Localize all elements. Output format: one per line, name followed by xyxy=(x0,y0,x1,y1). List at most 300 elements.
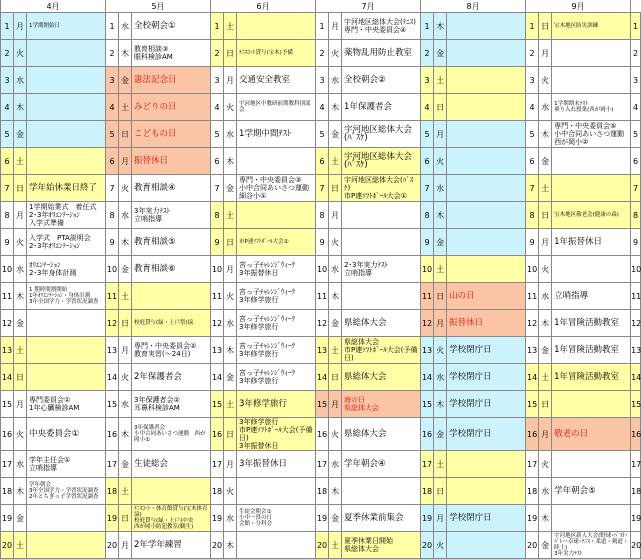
weekday: 土 xyxy=(329,148,342,175)
event-cell xyxy=(552,256,631,283)
event-cell xyxy=(27,256,106,283)
event-cell xyxy=(132,364,211,391)
weekday: 日 xyxy=(434,478,447,505)
event-cell xyxy=(552,40,631,67)
day-number: 19 xyxy=(526,505,539,532)
event-text: 県総体大会 xyxy=(344,545,380,553)
day-number: 8 xyxy=(1,202,14,229)
weekday: 金 xyxy=(434,229,447,256)
event-cell xyxy=(237,310,316,337)
day-number: 17 xyxy=(316,451,329,478)
event-text: 乗り入れ授業(西が岡小) xyxy=(554,107,614,113)
weekday: 金 xyxy=(329,121,342,148)
weekday: 金 xyxy=(14,505,27,532)
weekday: 土 xyxy=(224,391,237,418)
weekday: 日 xyxy=(14,364,27,391)
day-row xyxy=(1,364,641,391)
event-cell xyxy=(447,256,526,283)
day-number: 19 xyxy=(421,505,434,532)
event-cell xyxy=(342,256,421,283)
event-text: 専門・中央委員会② xyxy=(134,342,197,350)
event-cell xyxy=(552,505,631,532)
event-text: ﾃﾆｽｺｰﾄ・体育館貸与(宝木体育協) xyxy=(134,506,208,518)
event-cell xyxy=(342,310,421,337)
event-cell xyxy=(27,148,106,175)
weekday: 火 xyxy=(224,478,237,505)
day-number: 13 xyxy=(316,337,329,364)
event-text: 1年保護者会 xyxy=(344,102,392,112)
day-number: 16 xyxy=(316,418,329,451)
event-cell xyxy=(342,229,421,256)
day-number: 19 xyxy=(1,505,14,532)
event-cell xyxy=(552,310,631,337)
event-cell xyxy=(552,418,631,451)
event-text: 教育相談⑥ xyxy=(134,264,176,274)
event-text: 振替休日 xyxy=(449,318,484,328)
event-cell xyxy=(342,148,421,175)
event-cell xyxy=(237,256,316,283)
event-text: 小中一貫の日 xyxy=(239,515,273,521)
event-text: 1年冒険活動教室 xyxy=(554,318,619,328)
event-text: 県総体大会 xyxy=(344,372,387,382)
day-number: 15 xyxy=(316,391,329,418)
day-number: 11 xyxy=(526,283,539,310)
day-number: 20 xyxy=(106,532,119,559)
event-text: 校庭貸与(緑・上戸)中央 xyxy=(134,518,194,524)
weekday: 金 xyxy=(224,364,237,391)
weekday: 金 xyxy=(539,532,552,559)
event-text: 宝木地区防災訓練 xyxy=(554,23,599,29)
weekday: 木 xyxy=(119,418,132,451)
day-row xyxy=(1,283,641,310)
event-cell xyxy=(132,67,211,94)
event-cell xyxy=(342,391,421,418)
event-cell xyxy=(27,94,106,121)
event-text: 宇河地区総体大会(ﾊﾞｽｹ) xyxy=(344,125,413,143)
weekday: 木 xyxy=(434,13,447,40)
event-cell xyxy=(27,121,106,148)
event-cell xyxy=(132,148,211,175)
weekday: 月 xyxy=(224,256,237,283)
day-number: 2 xyxy=(316,40,329,67)
weekday: 土 xyxy=(224,202,237,229)
weekday: 日 xyxy=(119,121,132,148)
event-cell xyxy=(27,337,106,364)
weekday: 月 xyxy=(119,148,132,175)
month-header: 6月 xyxy=(211,0,316,13)
trailing-day-number: 12 xyxy=(631,310,641,337)
event-text: 宇河地区総体大会(ﾊﾞｽｹ) xyxy=(344,176,414,192)
weekday: 日 xyxy=(434,283,447,310)
day-number: 7 xyxy=(211,175,224,202)
weekday: 月 xyxy=(329,202,342,229)
day-number: 14 xyxy=(106,364,119,391)
event-text: 宇河地区中教研前期教科別部会 xyxy=(239,101,311,113)
weekday: 土 xyxy=(434,67,447,94)
event-cell xyxy=(27,532,106,559)
event-text: 市P連ｿﾌﾄﾎﾞｰﾙ大会(予備日) xyxy=(239,426,313,442)
event-cell xyxy=(132,13,211,40)
event-cell xyxy=(132,310,211,337)
day-number: 20 xyxy=(1,532,14,559)
day-number: 4 xyxy=(316,94,329,121)
weekday: 土 xyxy=(14,337,27,364)
event-text: 1年冒険活動教室 xyxy=(554,345,619,355)
weekday: 火 xyxy=(119,175,132,202)
weekday: 金 xyxy=(329,310,342,337)
day-number: 5 xyxy=(316,121,329,148)
weekday: 土 xyxy=(539,175,552,202)
event-cell xyxy=(237,364,316,391)
event-text: 中央委員会① xyxy=(29,429,80,439)
event-cell xyxy=(132,40,211,67)
weekday: 金 xyxy=(539,148,552,175)
trailing-day-number: 5 xyxy=(631,121,641,148)
event-text: 学校閉庁日 xyxy=(449,429,492,439)
event-cell xyxy=(342,418,421,451)
weekday: 水 xyxy=(539,478,552,505)
event-cell xyxy=(342,283,421,310)
event-text: 小中合同あいさつ運動 xyxy=(239,184,310,192)
day-number: 3 xyxy=(211,67,224,94)
day-row xyxy=(1,121,641,148)
day-number: 10 xyxy=(106,256,119,283)
event-text: 2年保護者会 xyxy=(134,372,182,382)
month-header: 5月 xyxy=(106,0,211,13)
weekday: 火 xyxy=(14,418,27,451)
weekday: 月 xyxy=(434,121,447,148)
day-number: 6 xyxy=(1,148,14,175)
day-number: 16 xyxy=(421,418,434,451)
day-number: 1 xyxy=(1,13,14,40)
day-number: 12 xyxy=(106,310,119,337)
weekday: 水 xyxy=(434,175,447,202)
weekday: 月 xyxy=(329,13,342,40)
event-text: 1学期期末ﾃｽﾄ xyxy=(554,101,588,107)
event-cell xyxy=(27,310,106,337)
event-cell xyxy=(27,13,106,40)
event-text: 3年実力ﾃｽﾄ xyxy=(134,207,170,215)
weekday: 土 xyxy=(119,94,132,121)
event-cell xyxy=(447,13,526,40)
day-number: 9 xyxy=(1,229,14,256)
day-number: 18 xyxy=(421,478,434,505)
event-text: 立哨指導 xyxy=(29,464,57,472)
weekday: 日 xyxy=(224,229,237,256)
event-cell xyxy=(237,121,316,148)
weekday: 木 xyxy=(329,283,342,310)
day-number: 15 xyxy=(421,391,434,418)
event-text: 3年保護者会② xyxy=(134,396,180,404)
day-number: 12 xyxy=(421,310,434,337)
event-text: 宇河地区総体大会(ﾊﾞｽｹ) xyxy=(344,152,413,170)
weekday: 火 xyxy=(539,451,552,478)
event-text: ｵﾘｴﾝﾃｰｼｮﾝ xyxy=(29,261,61,269)
event-cell xyxy=(552,13,631,40)
weekday: 月 xyxy=(224,67,237,94)
day-number: 13 xyxy=(526,337,539,364)
weekday: 金 xyxy=(224,175,237,202)
event-cell xyxy=(237,202,316,229)
weekday: 月 xyxy=(434,310,447,337)
event-cell xyxy=(132,94,211,121)
day-number: 14 xyxy=(211,364,224,391)
event-cell xyxy=(132,121,211,148)
weekday: 金 xyxy=(434,40,447,67)
event-text: 3年振替休日 xyxy=(239,459,287,469)
weekday: 火 xyxy=(434,148,447,175)
event-text: 教育実習(～24日) xyxy=(134,350,191,358)
weekday: 火 xyxy=(224,94,237,121)
calendar-body xyxy=(1,13,641,559)
event-cell xyxy=(342,175,421,202)
event-text: こどもの日 xyxy=(134,129,177,139)
day-number: 2 xyxy=(526,40,539,67)
event-cell xyxy=(27,505,106,532)
trailing-day-number: 13 xyxy=(631,337,641,364)
event-cell xyxy=(552,148,631,175)
day-number: 8 xyxy=(316,202,329,229)
day-number: 17 xyxy=(526,451,539,478)
day-number: 15 xyxy=(211,391,224,418)
day-row xyxy=(1,40,641,67)
weekday: 月 xyxy=(224,451,237,478)
day-row xyxy=(1,67,641,94)
event-cell xyxy=(342,13,421,40)
day-number: 5 xyxy=(1,121,14,148)
weekday: 土 xyxy=(434,451,447,478)
event-text: 2･3年ｵﾘｴﾝﾃｰｼｮﾝ xyxy=(29,242,80,250)
weekday: 日 xyxy=(539,391,552,418)
event-text: 宇河地区総体大会(ﾃﾆｽ) xyxy=(344,18,417,26)
event-text: 眼科検診AM xyxy=(134,53,173,61)
event-cell xyxy=(447,478,526,505)
trailing-day-number: 16 xyxy=(631,418,641,451)
event-text: 3年全国学力・学習状況調査 xyxy=(29,488,99,494)
event-text: 教育相談⑤ xyxy=(134,237,176,247)
weekday: 金 xyxy=(119,256,132,283)
event-cell xyxy=(237,40,316,67)
day-number: 3 xyxy=(526,67,539,94)
event-cell xyxy=(447,229,526,256)
day-number: 18 xyxy=(1,478,14,505)
day-number: 2 xyxy=(421,40,434,67)
weekday: 火 xyxy=(434,532,447,559)
weekday: 水 xyxy=(224,121,237,148)
trailing-day-number: 7 xyxy=(631,175,641,202)
event-text: 学年朝会④ xyxy=(344,459,386,469)
day-number: 13 xyxy=(421,337,434,364)
weekday: 日 xyxy=(119,505,132,532)
day-row xyxy=(1,94,641,121)
event-text: 1年ｵﾘｴﾝﾃｰｼｮﾝ・身体計測 xyxy=(29,293,91,299)
day-number: 5 xyxy=(526,121,539,148)
weekday: 木 xyxy=(224,532,237,559)
weekday: 金 xyxy=(119,451,132,478)
event-cell xyxy=(132,175,211,202)
event-cell xyxy=(27,418,106,451)
trailing-day-number: 10 xyxy=(631,256,641,283)
event-cell xyxy=(237,148,316,175)
day-number: 1 xyxy=(211,13,224,40)
day-number: 3 xyxy=(1,67,14,94)
weekday: 月 xyxy=(119,532,132,559)
day-number: 19 xyxy=(211,505,224,532)
event-text: 海の日 xyxy=(344,396,366,404)
day-row xyxy=(1,532,641,559)
day-number: 20 xyxy=(421,532,434,559)
day-number: 10 xyxy=(421,256,434,283)
day-number: 4 xyxy=(421,94,434,121)
trailing-day-number: 14 xyxy=(631,364,641,391)
event-text: 県総体大会 xyxy=(344,318,387,328)
day-row xyxy=(1,148,641,175)
trailing-day-number: 1 xyxy=(631,13,641,40)
event-cell xyxy=(132,337,211,364)
day-number: 1 xyxy=(106,13,119,40)
event-text: 全校朝会② xyxy=(344,75,386,85)
weekday: 火 xyxy=(119,364,132,391)
day-number: 8 xyxy=(211,202,224,229)
event-text: 小中合同あいさつ運動 xyxy=(554,130,625,138)
event-cell xyxy=(132,202,211,229)
weekday: 日 xyxy=(539,13,552,40)
day-row xyxy=(1,391,641,418)
day-number: 1 xyxy=(421,13,434,40)
weekday: 水 xyxy=(539,283,552,310)
weekday: 土 xyxy=(119,478,132,505)
weekday: 木 xyxy=(224,337,237,364)
event-text: 1年冒険活動教室 xyxy=(554,372,619,382)
day-number: 16 xyxy=(211,418,224,451)
day-row xyxy=(1,478,641,505)
weekday: 木 xyxy=(539,121,552,148)
event-cell xyxy=(552,175,631,202)
event-cell xyxy=(447,505,526,532)
day-number: 9 xyxy=(316,229,329,256)
event-cell xyxy=(132,451,211,478)
day-row xyxy=(1,175,641,202)
day-number: 7 xyxy=(1,175,14,202)
event-text: 宮っ子ﾁｬﾚﾝｼﾞｳｨｰｸ xyxy=(239,288,296,296)
weekday: 木 xyxy=(119,229,132,256)
day-number: 11 xyxy=(421,283,434,310)
event-text: 1学期中間ﾃｽﾄ xyxy=(239,129,292,139)
trailing-day-number: 4 xyxy=(631,94,641,121)
event-text: 教育相談④ xyxy=(134,183,176,193)
weekday: 水 xyxy=(119,202,132,229)
day-row xyxy=(1,418,641,451)
weekday: 土 xyxy=(119,283,132,310)
event-cell xyxy=(27,283,106,310)
event-text: 市P連ｿﾌﾄﾎﾞｰﾙ大会② xyxy=(239,239,289,245)
day-number: 20 xyxy=(211,532,224,559)
event-text: 教育相談③ xyxy=(134,45,169,53)
trailing-day-number: 3 xyxy=(631,67,641,94)
day-number: 5 xyxy=(421,121,434,148)
event-text: 全校朝会① xyxy=(134,21,176,31)
day-number: 13 xyxy=(1,337,14,364)
event-cell xyxy=(237,13,316,40)
weekday: 水 xyxy=(14,451,27,478)
event-cell xyxy=(27,175,106,202)
event-cell xyxy=(132,505,211,532)
weekday: 火 xyxy=(14,40,27,67)
day-number: 6 xyxy=(526,148,539,175)
day-number: 19 xyxy=(316,505,329,532)
day-row xyxy=(1,337,641,364)
weekday: 水 xyxy=(224,505,237,532)
weekday: 水 xyxy=(329,451,342,478)
weekday: 木 xyxy=(434,202,447,229)
weekday: 水 xyxy=(119,13,132,40)
weekday: 水 xyxy=(539,94,552,121)
event-text: みどりの日 xyxy=(134,102,177,112)
event-text: 県総体大会 xyxy=(344,338,380,346)
event-cell xyxy=(342,337,421,364)
event-cell xyxy=(447,202,526,229)
weekday: 水 xyxy=(14,67,27,94)
day-number: 15 xyxy=(1,391,14,418)
weekday: 木 xyxy=(329,478,342,505)
day-number: 10 xyxy=(316,256,329,283)
event-cell xyxy=(342,40,421,67)
event-text: 立哨指導 xyxy=(134,215,163,223)
event-cell xyxy=(132,283,211,310)
event-cell xyxy=(27,364,106,391)
month-header: 4月 xyxy=(1,0,106,13)
event-cell xyxy=(27,478,106,505)
event-text: 学年朝会⑤ xyxy=(554,486,596,496)
day-row xyxy=(1,229,641,256)
event-text: ﾃﾆｽｺｰﾄ貸与(宝木)予備 xyxy=(239,50,293,56)
day-number: 2 xyxy=(1,40,14,67)
event-text: 交通安全教室 xyxy=(239,75,291,85)
event-cell xyxy=(447,148,526,175)
weekday: 月 xyxy=(539,40,552,67)
trailing-day-number: 15 xyxy=(631,391,641,418)
event-text: 宮っ子ﾁｬﾚﾝｼﾞｳｨｰｸ xyxy=(239,315,296,323)
event-text: 小中合同あいさつ運動 西が岡小① xyxy=(134,431,206,443)
event-cell xyxy=(552,67,631,94)
weekday: 火 xyxy=(329,229,342,256)
event-text: 振替休日 xyxy=(134,156,169,166)
event-text: 2･3年実力ﾃｽﾄ xyxy=(344,261,388,269)
weekday: 月 xyxy=(14,391,27,418)
day-number: 9 xyxy=(421,229,434,256)
day-number: 8 xyxy=(421,202,434,229)
day-number: 12 xyxy=(526,310,539,337)
event-text: 細谷小① xyxy=(239,192,267,200)
weekday: 木 xyxy=(539,505,552,532)
event-cell xyxy=(27,391,106,418)
event-text: 山の日 xyxy=(449,291,475,301)
weekday: 火 xyxy=(434,337,447,364)
event-cell xyxy=(237,175,316,202)
trailing-day-number: 11 xyxy=(631,283,641,310)
weekday: 日 xyxy=(14,175,27,202)
weekday: 木 xyxy=(14,283,27,310)
event-text: 敬老の日 xyxy=(554,429,589,439)
event-cell xyxy=(27,40,106,67)
event-text: 1年振替休日 xyxy=(554,237,602,247)
event-text: 学校閉庁日 xyxy=(449,399,492,409)
day-number: 4 xyxy=(106,94,119,121)
event-cell xyxy=(447,175,526,202)
event-text: 1学期開始日 xyxy=(29,23,60,29)
event-text: 専門・中央委員会③ xyxy=(239,176,302,184)
event-text: 夏季休業前集会 xyxy=(344,513,404,523)
